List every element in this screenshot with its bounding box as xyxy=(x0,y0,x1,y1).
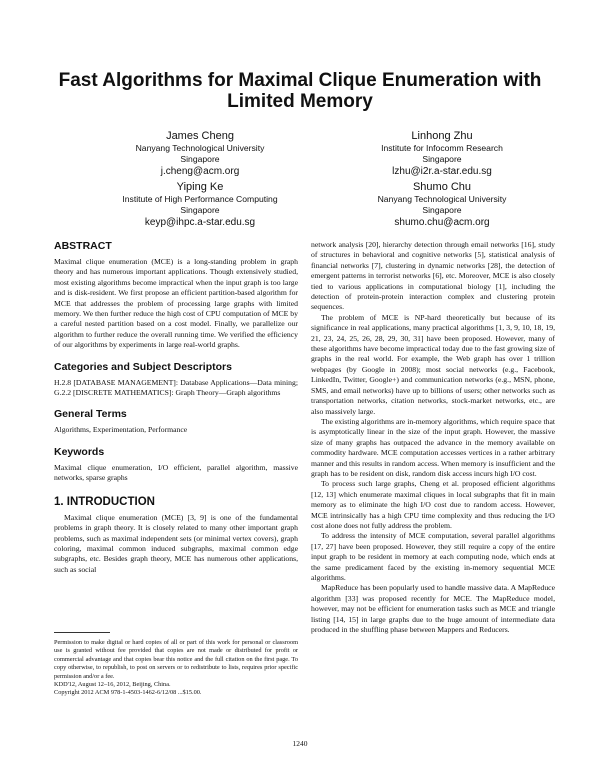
author-name: Shumo Chu xyxy=(412,181,472,193)
author-affiliation: Nanyang Technological University xyxy=(135,143,265,153)
author-block-1 xyxy=(85,129,315,178)
paragraph: The existing algorithms are in-memory algorithms, which require space that is asymptotically linear in the size of the input graph. However, the massive size of many graphs has outpaced the advance in the memory available on commodity hardware. MCE computation accesses vertices in a rather arbitrary manner and this results in random access. When memory is insufficient and the graph has to be resident on disk, random disk access incurs high I/O cost. xyxy=(311,416,555,478)
abstract-text: Maximal clique enumeration (MCE) is a long-standing problem in graph theory and has numerous important applications. Though extensively studied, most existing algorithms become impractical when the input graph is too large and is disk-resident. We first propose an efficient partition-based algorithm for MCE that addresses the problem of processing large graphs with limited memory. We then further reduce the high cost of CPU computation of MCE by a careful nested partition based on a cost model. Finally, we parallelize our algorithm to further reduce the overall running time. We verified the efficiency of our algorithms by experiments in large real-world graphs. xyxy=(54,257,298,350)
copyright-line: Copyright 2012 ACM 978-1-4503-1462-6/12/08 ...$15.00. xyxy=(54,689,202,697)
author-name: James Cheng xyxy=(166,130,234,142)
page-number: 1240 xyxy=(292,739,308,748)
paragraph: MapReduce has been popularly used to handle massive data. A MapReduce algorithm [33] was proposed recently for MCE. The MapReduce model, however, may not be efficient for enumeration tasks such as MCE and triangle listing [14, 15] in large graphs due to the huge amount of intermediate data produced in the shuffling phase between Mappers and Reducers. xyxy=(311,583,555,635)
right-column xyxy=(311,240,555,635)
permission-notice xyxy=(54,639,298,698)
author-name: Linhong Zhu xyxy=(411,130,473,142)
paragraph: The problem of MCE is NP-hard theoretically but because of its significance in real applications, many practical algorithms [1, 3, 9, 10, 18, 19, 21, 23, 24, 25, 26, 28, 29, 30, 31] have been proposed. However, many of these algorithms have become impractical today due to the fast growing size of graphs in the real world. For example, the Web graph has over 1 trillion webpages (by Google in 2008); most social networks (e.g., Facebook, LinkedIn, Twitter, Google+) and communication networks (e.g., MSN, phone, SMS, and email networks) have up to billions of users; other networks such as transportation networks, citation networks, stock-market networks, etc., are also massively large. xyxy=(311,312,555,416)
keywords-heading: Keywords xyxy=(54,445,105,458)
author-block-3 xyxy=(85,180,315,229)
paragraph: network analysis [20], hierarchy detection through email networks [16], study of structures in behavioral and cognitive networks [5], statistical analysis of financial networks [7], clustering in dynamic networks [28], the detection of emergent patterns in terrorist networks [6], etc. Moreover, MCE is also closely tied to various applications in computational biology [1], including the detection of protein-protein interaction complex and clustering protein sequences. xyxy=(311,240,555,312)
author-affiliation: Institute for Infocomm Research xyxy=(381,143,503,153)
footnote-rule xyxy=(54,632,110,633)
author-email[interactable]: shumo.chu@acm.org xyxy=(394,217,490,228)
paper-title: Fast Algorithms for Maximal Clique Enumeration with Limited Memory xyxy=(58,70,542,112)
author-location: Singapore xyxy=(422,154,462,164)
author-email[interactable]: j.cheng@acm.org xyxy=(160,166,240,177)
permission-text: Permission to make digital or hard copies of all or part of this work for personal or classroom use is granted without fee provided that copies are not made or distributed for profit or commercial advantage and that copies bear this notice and the full citation on the first page. To copy otherwise, to republish, to post on servers or to redistribute to lists, requires prior specific permission and/or a fee. xyxy=(54,639,298,680)
author-block-2 xyxy=(327,129,557,178)
author-location: Singapore xyxy=(180,205,220,215)
categories-heading: Categories and Subject Descriptors xyxy=(54,360,232,373)
author-affiliation: Nanyang Technological University xyxy=(377,194,507,204)
author-name: Yiping Ke xyxy=(176,181,224,193)
author-location: Singapore xyxy=(422,205,462,215)
author-affiliation: Institute of High Performance Computing xyxy=(122,194,278,204)
author-email[interactable]: lzhu@i2r.a-star.edu.sg xyxy=(392,166,492,177)
general-terms-text: Algorithms, Experimentation, Performance xyxy=(54,425,188,435)
introduction-paragraph: Maximal clique enumeration (MCE) [3, 9] is one of the fundamental problems in graph theory. It is closely related to many other important graph problems, such as maximal independent sets (or minimal vertex covers), graph coloring, maximal common induced subgraphs, maximal common edge subgraphs, etc. Besides graph theory, MCE has numerous other applications, such as social xyxy=(54,512,298,574)
keywords-text: Maximal clique enumeration, I/O efficient, parallel algorithm, massive networks, sparse graphs xyxy=(54,462,298,483)
author-email[interactable]: keyp@ihpc.a-star.edu.sg xyxy=(144,217,256,228)
author-location: Singapore xyxy=(180,154,220,164)
introduction-heading: 1. INTRODUCTION xyxy=(54,495,155,508)
abstract-heading: ABSTRACT xyxy=(54,240,112,252)
paragraph: To address the intensity of MCE computation, several parallel algorithms [17, 27] have been proposed. However, they still require a copy of the entire input graph to be resident in memory at each computing node, which ends at the same predicament faced by the existing in-memory sequential MCE algorithms. xyxy=(311,531,555,582)
left-column xyxy=(54,240,298,575)
general-terms-heading: General Terms xyxy=(54,408,127,421)
conference-info: KDD'12, August 12–16, 2012, Beijing, China. xyxy=(54,681,171,689)
categories-text: H.2.8 [DATABASE MANAGEMENT]: Database Applications—Data mining; G.2.2 [DISCRETE MATHEMATICS]: Graph Theory—Graph algorithms xyxy=(54,377,298,398)
paragraph: To process such large graphs, Cheng et al. proposed efficient algorithms [12, 13] which enumerate maximal cliques in local subgraphs that fit in main memory as to eliminate the high I/O cost due to random access. However, MCE intrinsically has a high CPU time complexity and thus reducing the I/O cost alone does not fully address the problem. xyxy=(311,479,555,530)
author-block-4 xyxy=(327,180,557,229)
